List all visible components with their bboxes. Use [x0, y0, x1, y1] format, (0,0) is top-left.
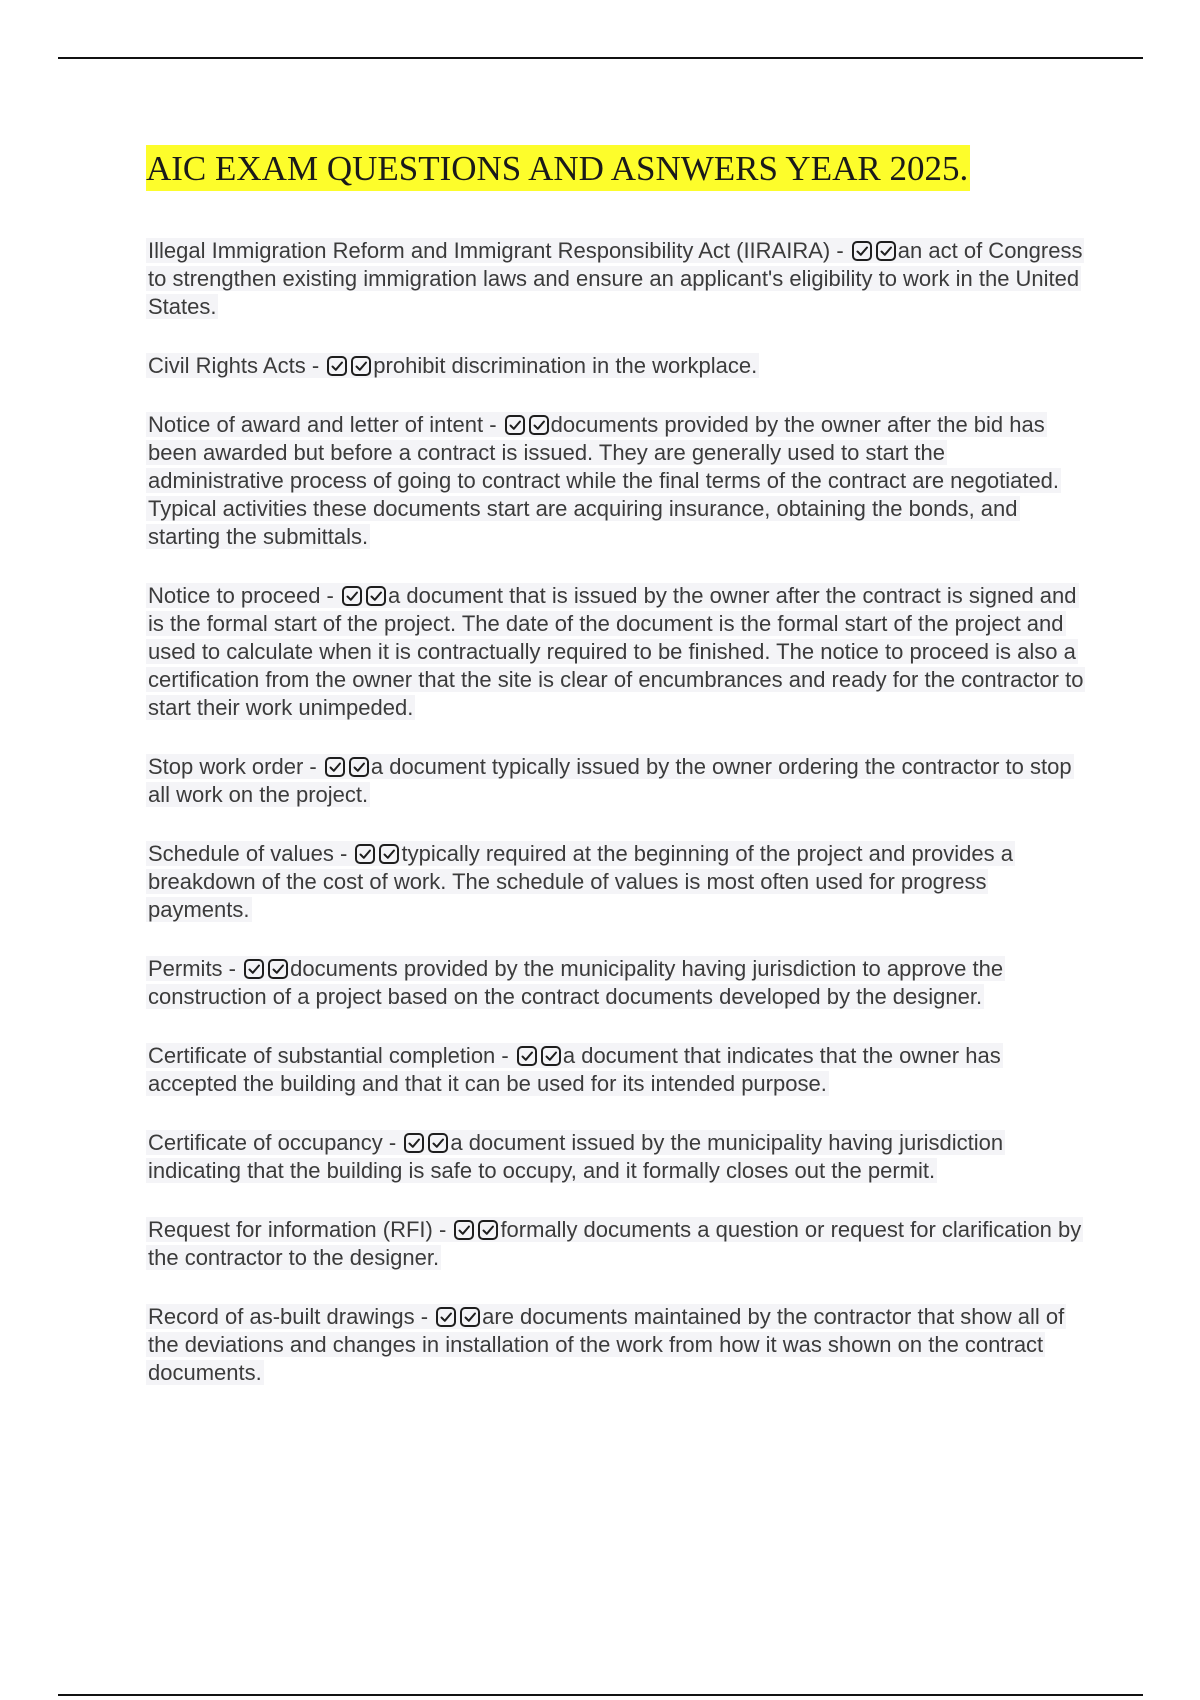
entry-separator: - — [414, 1304, 435, 1329]
checkbox-checked-icon — [427, 1132, 449, 1154]
entry-definition: typically required at the beginning of the project and provides a breakdown of the cost of work. The schedule of values is most often used for progress payments. — [148, 841, 1013, 922]
entry-term: Civil Rights Acts — [148, 353, 306, 378]
qa-entry — [146, 840, 1086, 924]
checkbox-checked-icon — [875, 240, 897, 262]
top-rule — [58, 57, 1143, 59]
entry-definition: a document issued by the municipality having jurisdiction indicating that the building is safe to occupy, and it formally closes out the permit. — [148, 1130, 1004, 1183]
entry-term: Notice of award and letter of intent — [148, 412, 484, 437]
checkbox-checked-icon — [851, 240, 873, 262]
checkbox-checked-icon — [341, 585, 363, 607]
checkbox-checked-icon — [435, 1306, 457, 1328]
bottom-rule — [58, 1694, 1143, 1696]
entry-definition: an act of Congress to strengthen existing immigration laws and ensure an applicant's eligibility to work in the United States. — [148, 238, 1083, 319]
entry-definition: a document typically issued by the owner ordering the contractor to stop all work on the project. — [148, 754, 1072, 807]
entry-separator: - — [303, 754, 323, 779]
checkbox-checked-icon — [354, 843, 376, 865]
qa-entry — [146, 582, 1086, 722]
entry-definition: documents provided by the owner after the bid has been awarded but before a contract is issued. They are generally used to start the administrative process of going to contract while the final terms of the contract are negotiated. Typical activities these documents start are acquiring insurance, obtaining the bonds, and starting the submittals. — [148, 412, 1060, 549]
entry-definition: a document that indicates that the owner has accepted the building and that it can be used for its intended purpose. — [148, 1043, 1001, 1096]
qa-entry — [146, 237, 1086, 321]
entry-term: Illegal Immigration Reform and Immigrant Responsibility Act (IIRAIRA) — [148, 238, 831, 263]
qa-entry — [146, 1303, 1086, 1387]
entry-separator: - — [382, 1130, 403, 1155]
checkbox-checked-icon — [350, 355, 372, 377]
qa-entry — [146, 352, 1086, 380]
checkbox-checked-icon — [348, 756, 370, 778]
entry-term: Notice to proceed — [148, 583, 321, 608]
qa-entry — [146, 1129, 1086, 1185]
qa-entry — [146, 753, 1086, 809]
qa-list — [146, 237, 1086, 1418]
entry-separator: - — [830, 238, 850, 263]
checkbox-checked-icon — [403, 1132, 425, 1154]
entry-definition: are documents maintained by the contractor that show all of the deviations and changes in installation of the work from how it was shown on the contract documents. — [148, 1304, 1065, 1385]
entry-term: Stop work order — [148, 754, 304, 779]
checkbox-checked-icon — [267, 958, 289, 980]
title-block — [146, 145, 970, 191]
checkbox-checked-icon — [459, 1306, 481, 1328]
checkbox-checked-icon — [453, 1219, 475, 1241]
entry-separator: - — [495, 1043, 515, 1068]
entry-separator: - — [333, 841, 354, 866]
qa-entry — [146, 411, 1086, 551]
checkbox-checked-icon — [516, 1045, 538, 1067]
entry-separator: - — [320, 583, 340, 608]
entry-separator: - — [483, 412, 503, 437]
document-title: AIC EXAM QUESTIONS AND ASNWERS YEAR 2025. — [146, 145, 970, 191]
entry-term: Schedule of values — [148, 841, 334, 866]
entry-term: Request for information (RFI) — [148, 1217, 433, 1242]
entry-definition: prohibit discrimination in the workplace. — [373, 353, 758, 378]
entry-separator: - — [432, 1217, 453, 1242]
checkbox-checked-icon — [326, 355, 348, 377]
entry-term: Certificate of substantial completion — [148, 1043, 496, 1068]
entry-term: Permits — [148, 956, 223, 981]
checkbox-checked-icon — [378, 843, 400, 865]
checkbox-checked-icon — [324, 756, 346, 778]
entry-term: Certificate of occupancy — [148, 1130, 383, 1155]
entry-separator: - — [305, 353, 326, 378]
entry-definition: documents provided by the municipality having jurisdiction to approve the construction of a project based on the contract documents developed by the designer. — [148, 956, 1004, 1009]
entry-term: Record of as-built drawings — [148, 1304, 415, 1329]
checkbox-checked-icon — [477, 1219, 499, 1241]
entry-separator: - — [222, 956, 243, 981]
qa-entry — [146, 955, 1086, 1011]
checkbox-checked-icon — [243, 958, 265, 980]
entry-definition: a document that is issued by the owner after the contract is signed and is the formal start of the project. The date of the document is the formal start of the project and used to calculate when it is contractually required to be finished. The notice to proceed is also a certification from the owner that the site is clear of encumbrances and ready for the contractor to start their work unimpeded. — [148, 583, 1084, 720]
checkbox-checked-icon — [504, 414, 526, 436]
checkbox-checked-icon — [540, 1045, 562, 1067]
qa-entry — [146, 1042, 1086, 1098]
qa-entry — [146, 1216, 1086, 1272]
checkbox-checked-icon — [365, 585, 387, 607]
checkbox-checked-icon — [528, 414, 550, 436]
entry-definition: formally documents a question or request for clarification by the contractor to the designer. — [148, 1217, 1082, 1270]
